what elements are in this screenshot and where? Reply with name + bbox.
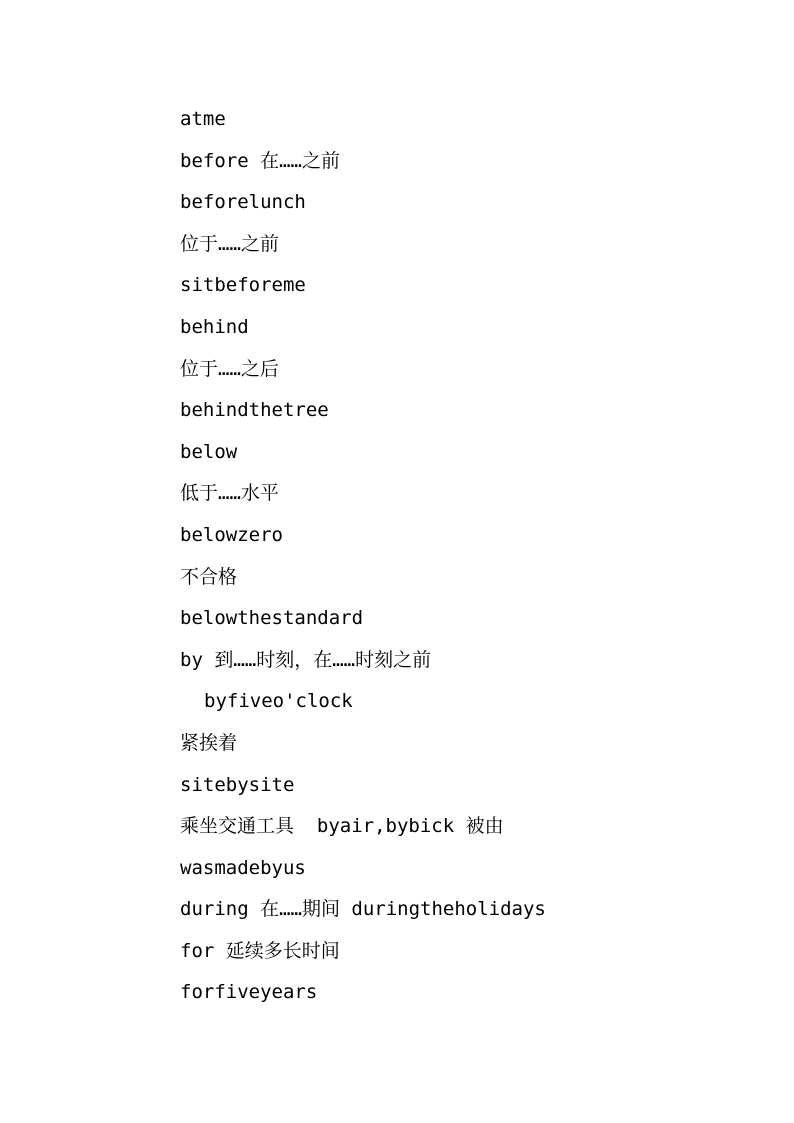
text-line: 紧挨着 (180, 731, 238, 754)
text-line: behindthetree (180, 399, 329, 422)
text-line: byfiveo'clock (204, 690, 353, 713)
text-line: sitebysite (180, 773, 295, 796)
text-line: below (180, 440, 238, 463)
text-line: wasmadebyus (180, 856, 306, 879)
text-line: during 在……期间 duringtheholidays (180, 898, 546, 921)
text-line: beforelunch (180, 191, 306, 214)
text-line: forfiveyears (180, 981, 318, 1004)
text-line: belowzero (180, 523, 283, 546)
text-line: 不合格 (180, 565, 238, 588)
document-body (180, 103, 546, 1018)
text-line: sitbeforeme (180, 274, 306, 297)
text-line: 低于……水平 (180, 482, 279, 505)
text-line: for 延续多长时间 (180, 939, 340, 962)
text-line: atme (180, 108, 226, 130)
text-line: 乘坐交通工具 byair,bybick 被由 (180, 815, 504, 838)
text-line: 位于……之后 (180, 357, 279, 380)
text-line: behind (180, 315, 249, 338)
text-line: belowthestandard (180, 607, 364, 630)
text-line: 位于……之前 (180, 232, 279, 255)
text-line: by 到……时刻，在……时刻之前 (180, 648, 432, 671)
text-line: before 在……之前 (180, 149, 340, 172)
